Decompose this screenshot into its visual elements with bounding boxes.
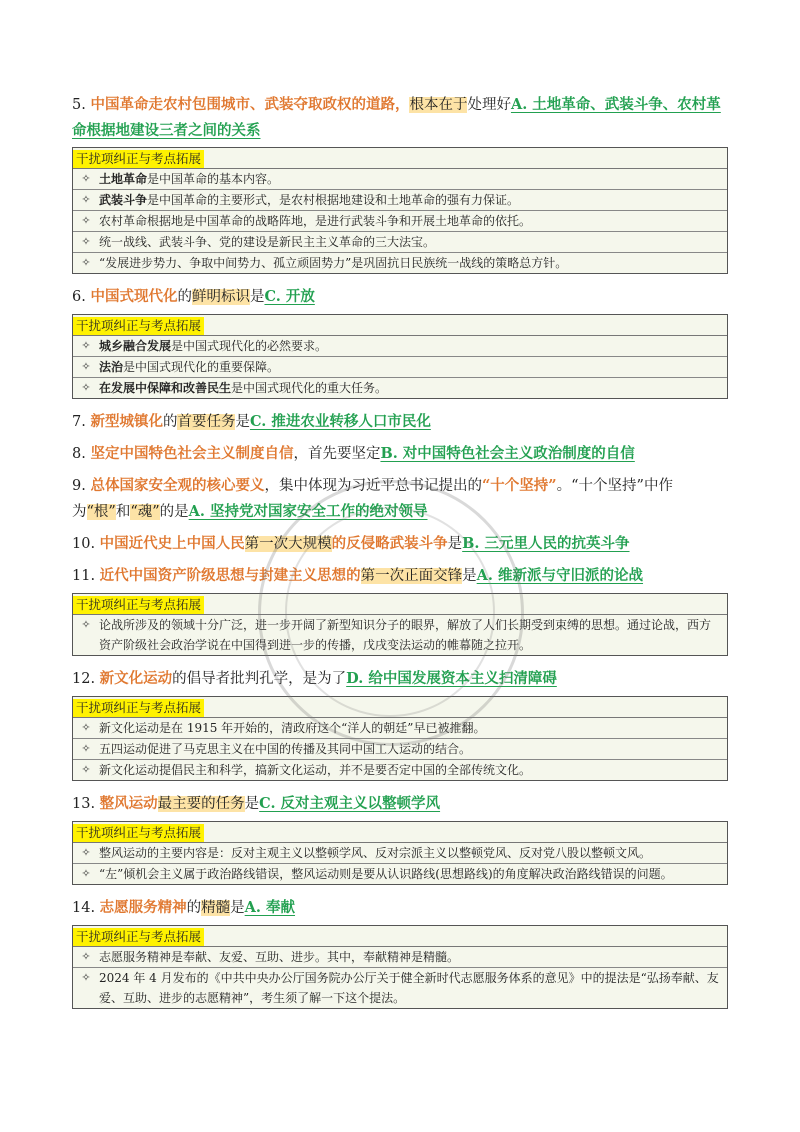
highlight-keyword: 首要任务 bbox=[177, 414, 236, 430]
box-title: 干扰项纠正与考点拓展 bbox=[73, 317, 204, 335]
bullet-icon: ✧ bbox=[81, 846, 91, 859]
bullet-icon: ✧ bbox=[81, 193, 91, 206]
bullet-icon: ✧ bbox=[81, 214, 91, 227]
bullet-icon: ✧ bbox=[81, 763, 91, 776]
bullet-icon: ✧ bbox=[81, 360, 91, 373]
bullet-icon: ✧ bbox=[81, 867, 91, 880]
question-text: 和 bbox=[115, 504, 131, 520]
document-page bbox=[72, 92, 728, 1019]
note-row bbox=[73, 615, 727, 655]
note-box-6 bbox=[72, 314, 728, 399]
answer-text: A. 维新派与守旧派的论战 bbox=[476, 567, 644, 584]
highlight-keyword: 精髓 bbox=[201, 900, 231, 916]
note-row bbox=[73, 336, 727, 357]
bullet-icon: ✧ bbox=[81, 339, 91, 352]
answer-text: A. 土地革命、武装斗争、农村革命根据地建设三者之间的关系 bbox=[72, 96, 721, 139]
note-text: 五四运动促进了马克思主义在中国的传播及其同中国工人运动的结合。 bbox=[99, 742, 472, 756]
answer-text: C. 开放 bbox=[264, 288, 315, 305]
question-text: 是 bbox=[235, 414, 250, 430]
bullet-icon: ✧ bbox=[81, 618, 91, 631]
question-number: 7. bbox=[72, 414, 91, 430]
question-8 bbox=[72, 441, 728, 467]
question-number: 13. bbox=[72, 796, 100, 812]
question-text: 的 bbox=[186, 900, 202, 916]
answer-text: D. 给中国发展资本主义扫清障碍 bbox=[346, 670, 557, 687]
note-row bbox=[73, 843, 727, 864]
bullet-icon: ✧ bbox=[81, 742, 91, 755]
note-text: 是中国式现代化的重大任务。 bbox=[231, 381, 388, 395]
question-12 bbox=[72, 666, 728, 692]
question-number: 8. bbox=[72, 446, 91, 462]
question-6 bbox=[72, 284, 728, 310]
question-number: 14. bbox=[72, 900, 100, 916]
bullet-icon: ✧ bbox=[81, 235, 91, 248]
bullet-icon: ✧ bbox=[81, 381, 91, 394]
question-10 bbox=[72, 531, 728, 557]
question-text: 的 bbox=[177, 289, 192, 305]
note-text: 是中国革命的基本内容。 bbox=[147, 172, 280, 186]
note-text: 是中国式现代化的必然要求。 bbox=[171, 339, 328, 353]
question-stem: 坚定中国特色社会主义制度自信 bbox=[90, 445, 294, 462]
question-stem: 志愿服务精神 bbox=[99, 899, 187, 916]
question-14 bbox=[72, 895, 728, 921]
note-row bbox=[73, 378, 727, 398]
question-number: 10. bbox=[72, 536, 100, 552]
answer-text: B. 三元里人民的抗英斗争 bbox=[462, 535, 630, 552]
highlight-keyword: 鲜明标识 bbox=[191, 289, 250, 305]
note-row bbox=[73, 739, 727, 760]
note-keyword: 土地革命 bbox=[99, 172, 148, 186]
question-text: 是 bbox=[462, 568, 477, 584]
question-number: 9. bbox=[72, 478, 91, 494]
question-text: 是 bbox=[447, 536, 463, 552]
note-text: 志愿服务精神是奉献、友爱、互助、进步。其中，奉献精神是精髓。 bbox=[99, 950, 460, 964]
answer-text: A. 奉献 bbox=[244, 899, 296, 916]
question-text: 是 bbox=[249, 289, 265, 305]
question-11 bbox=[72, 563, 728, 589]
box-title: 干扰项纠正与考点拓展 bbox=[73, 596, 204, 614]
question-stem: 总体国家安全观的核心要义 bbox=[90, 477, 265, 494]
note-text: “左”倾机会主义属于政治路线错误，整风运动则是要从认识路线(思想路线)的角度解决政治路线错误的问题。 bbox=[99, 867, 673, 881]
question-text: 是 bbox=[244, 796, 260, 812]
note-text: 农村革命根据地是中国革命的战略阵地，是进行武装斗争和开展土地革命的依托。 bbox=[99, 214, 532, 228]
note-keyword: 法治 bbox=[99, 360, 124, 374]
question-stem: “十个坚持” bbox=[481, 477, 557, 494]
note-row bbox=[73, 253, 727, 273]
bullet-icon: ✧ bbox=[81, 721, 91, 734]
question-text: 的 bbox=[162, 414, 178, 430]
box-title: 干扰项纠正与考点拓展 bbox=[73, 150, 204, 168]
note-row bbox=[73, 864, 727, 884]
question-stem: 整风运动 bbox=[99, 795, 158, 812]
note-box-13 bbox=[72, 821, 728, 885]
question-text: 。“十个坚持”中作为 bbox=[72, 478, 673, 520]
highlight-keyword: “魂” bbox=[130, 504, 160, 520]
note-box-14 bbox=[72, 925, 728, 1009]
answer-text: B. 对中国特色社会主义政治制度的自信 bbox=[380, 445, 635, 462]
note-text: 论战所涉及的领域十分广泛，进一步开阔了新型知识分子的眼界，解放了人们长期受到束缚的思想。通过论战，西方资产阶级社会政治学说在中国得到进一步的传播，戊戌变法运动的帷幕随之拉开。 bbox=[99, 618, 712, 652]
note-text: 新文化运动提倡民主和科学，搞新文化运动，并不是要否定中国的全部传统文化。 bbox=[99, 763, 532, 777]
box-title: 干扰项纠正与考点拓展 bbox=[73, 824, 204, 842]
question-text: ，首先要坚定 bbox=[293, 446, 381, 462]
note-text: 新文化运动是在 1915 年开始的，清政府这个“洋人的朝廷”早已被推翻。 bbox=[99, 721, 486, 735]
question-stem: 的反侵略武装斗争 bbox=[331, 535, 448, 552]
highlight-keyword: 根本在于 bbox=[409, 97, 468, 113]
note-row bbox=[73, 211, 727, 232]
question-stem: 新型城镇化 bbox=[90, 413, 163, 430]
question-number: 5. bbox=[72, 97, 91, 113]
answer-text: A. 坚持党对国家安全工作的绝对领导 bbox=[188, 503, 428, 520]
question-7 bbox=[72, 409, 728, 435]
note-text: 是中国式现代化的重要保障。 bbox=[123, 360, 280, 374]
note-box-11 bbox=[72, 593, 728, 656]
note-box-5 bbox=[72, 147, 728, 274]
question-text: 是 bbox=[230, 900, 245, 916]
question-9 bbox=[72, 473, 728, 525]
question-text: 处理好 bbox=[467, 97, 511, 113]
question-stem: 中国近代史上中国人民 bbox=[99, 535, 245, 552]
note-text: 统一战线、武装斗争、党的建设是新民主主义革命的三大法宝。 bbox=[99, 235, 436, 249]
question-number: 11. bbox=[72, 568, 100, 584]
note-keyword: 武装斗争 bbox=[99, 193, 148, 207]
note-row bbox=[73, 760, 727, 780]
highlight-keyword: 第一次正面交锋 bbox=[360, 568, 463, 584]
box-title: 干扰项纠正与考点拓展 bbox=[73, 928, 204, 946]
note-row bbox=[73, 190, 727, 211]
question-5 bbox=[72, 92, 728, 143]
note-row bbox=[73, 357, 727, 378]
note-text: 2024 年 4 月发布的《中共中央办公厅国务院办公厅关于健全新时代志愿服务体系的意见》中的提法是“弘扬奉献、友爱、互助、进步的志愿精神”，考生须了解一下这个提法。 bbox=[99, 971, 719, 1005]
highlight-keyword: 最主要的任务 bbox=[157, 796, 245, 812]
question-text: ，集中体现为习近平总书记提出的 bbox=[264, 478, 482, 494]
answer-text: C. 反对主观主义以整顿学风 bbox=[259, 795, 441, 812]
note-row bbox=[73, 718, 727, 739]
question-13 bbox=[72, 791, 728, 817]
highlight-keyword: 第一次大规模 bbox=[244, 536, 332, 552]
bullet-icon: ✧ bbox=[81, 971, 91, 984]
highlight-keyword: “根” bbox=[86, 504, 116, 520]
question-text: 的是 bbox=[159, 504, 189, 520]
note-text: 是中国革命的主要形式，是农村根据地建设和土地革命的强有力保证。 bbox=[147, 193, 520, 207]
note-box-12 bbox=[72, 696, 728, 781]
box-title: 干扰项纠正与考点拓展 bbox=[73, 699, 204, 717]
question-text: 的倡导者批判孔学，是为了 bbox=[172, 671, 347, 687]
note-row bbox=[73, 232, 727, 253]
answer-text: C. 推进农业转移人口市民化 bbox=[249, 413, 431, 430]
question-stem: 中国式现代化 bbox=[90, 288, 178, 305]
bullet-icon: ✧ bbox=[81, 256, 91, 269]
note-text: “发展进步势力、争取中间势力、孤立顽固势力”是巩固抗日民族统一战线的策略总方针。 bbox=[99, 256, 568, 270]
question-stem: 新文化运动 bbox=[99, 670, 173, 687]
note-row bbox=[73, 947, 727, 968]
note-row bbox=[73, 169, 727, 190]
question-number: 6. bbox=[72, 289, 91, 305]
note-keyword: 城乡融合发展 bbox=[99, 339, 172, 353]
note-row bbox=[73, 968, 727, 1008]
bullet-icon: ✧ bbox=[81, 950, 91, 963]
bullet-icon: ✧ bbox=[81, 172, 91, 185]
question-stem: 中国革命走农村包围城市、武装夺取政权的道路， bbox=[90, 96, 410, 113]
note-keyword: 在发展中保障和改善民生 bbox=[99, 381, 232, 395]
question-number: 12. bbox=[72, 671, 100, 687]
note-text: 整风运动的主要内容是：反对主观主义以整顿学风、反对宗派主义以整顿党风、反对党八股以整顿文风。 bbox=[99, 846, 652, 860]
question-stem: 近代中国资产阶级思想与封建主义思想的 bbox=[99, 567, 361, 584]
